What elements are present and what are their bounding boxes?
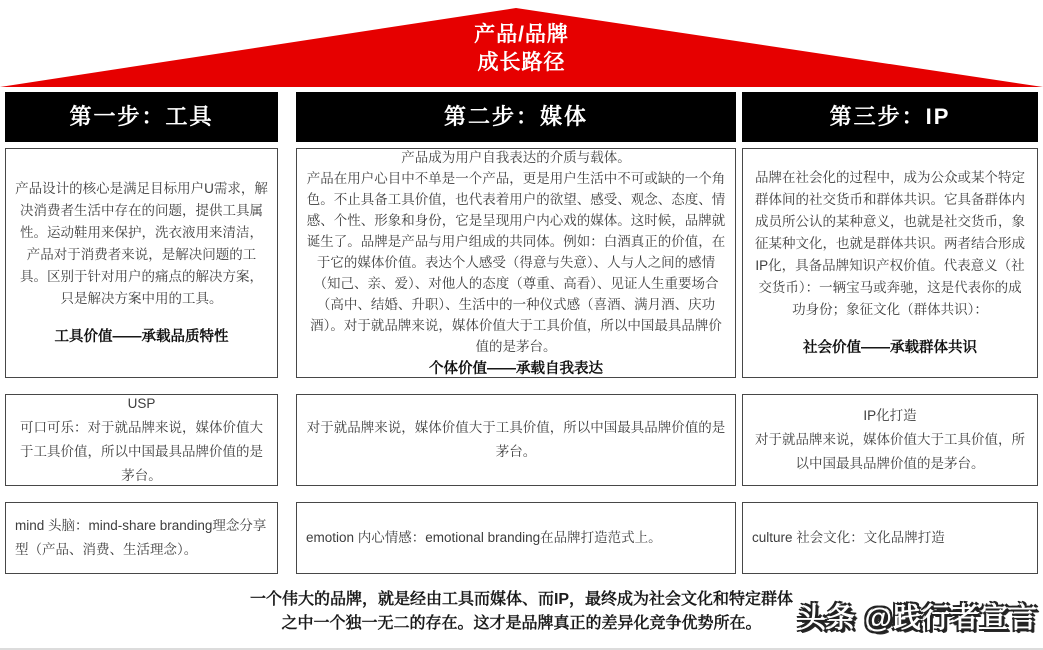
banner-title (0, 21, 1043, 77)
step1-branding-text: mind 头脑：mind-share branding理念分享型（产品、消费、生活理念）。 (15, 518, 267, 557)
step3-branding-text: culture 社会文化：文化品牌打造 (752, 530, 945, 545)
step2-description-box (296, 148, 736, 378)
step2-header: 第二步：媒体 (296, 92, 736, 142)
step3-example-title: IP化打造 (863, 408, 917, 423)
summary-line2: 之中一个独一无二的存在。这才是品牌真正的差异化竞争优势所在。 (281, 615, 762, 632)
step3-example-box (742, 394, 1038, 486)
column-step2-media (296, 92, 736, 576)
step2-body-text: 产品在用户心目中不单是一个产品，更是用户生活中不可或缺的一个角色。不止具备工具价值，也代表着用户的欲望、感受、观念、态度、情感、个性、形象和身份，它是呈现用户内心戏的媒体。这时候，品牌就诞生了。品牌是产品与用户组成的共同体。例如：白酒真正的价值，在于它的媒体价值。表达个人感受（得意与失意）、人与人之间的感情（知己、亲、爱）、对他人的态度（尊重、高看）、见证人生重要场合（高中、结婚、升职）、生活中的一种仪式感（喜酒、满月酒、庆功酒）。对于就品牌来说，媒体价值大于工具价值，所以中国最具品牌价值的是茅台。 (306, 170, 726, 354)
step3-header: 第三步：IP (742, 92, 1038, 142)
step1-example-box (5, 394, 278, 486)
step3-example-text: 对于就品牌来说，媒体价值大于工具价值，所以中国最具品牌价值的是茅台。 (755, 432, 1025, 471)
step1-example-text: 可口可乐：对于就品牌来说，媒体价值大于工具价值，所以中国最具品牌价值的是茅台。 (20, 420, 263, 483)
summary-line1: 一个伟大的品牌，就是经由工具而媒体、而IP，最终成为社会文化和特定群体 (249, 591, 794, 608)
column-step1-tool (5, 92, 278, 576)
step2-example-box (296, 394, 736, 486)
step1-body-text: 产品设计的核心是满足目标用户U需求，解决消费者生活中存在的问题，提供工具属性。运动鞋用来保护，洗衣液用来清洁，产品对于消费者来说，是解决问题的工具。区别于针对用户的痛点的解决方案，只是解决方案中用的工具。 (15, 181, 268, 306)
step1-description-box (5, 148, 278, 378)
step1-branding-box (5, 502, 278, 574)
step1-example-title: USP (127, 396, 156, 411)
step3-highlight-text: 社会价值——承载群体共识 (803, 340, 977, 356)
watermark-text: 头条 @践行者宣言 (797, 602, 1038, 633)
step3-branding-box (742, 502, 1038, 574)
step2-branding-box (296, 502, 736, 574)
banner-title-line2: 成长路径 (477, 51, 566, 74)
step1-highlight-text: 工具价值——承载品质特性 (54, 329, 229, 345)
step2-highlight-text: 个体价值——承载自我表达 (429, 360, 603, 377)
column-step3-ip (742, 92, 1038, 576)
banner-title-line1: 产品/品牌 (474, 23, 569, 46)
step3-description-box (742, 148, 1038, 378)
step1-header: 第一步：工具 (5, 92, 278, 142)
step2-branding-text: emotion 内心情感：emotional branding在品牌打造范式上。 (306, 530, 662, 545)
step3-body-text: 品牌在社会化的过程中，成为公众或某个特定群体间的社交货币和群体共识。它具备群体内成员所公认的某种意义，也就是社交货币，象征某种文化，也就是群体共识。两者结合形成IP化，具备品牌知识产权价值。代表意义（社交货币）：一辆宝马或奔驰，这是代表你的成功身份；象征文化（群体共识）： (755, 170, 1025, 317)
step2-example-text: 对于就品牌来说，媒体价值大于工具价值，所以中国最具品牌价值的是茅台。 (306, 420, 726, 459)
step2-intro-text: 产品成为用户自我表达的介质与载体。 (401, 149, 631, 165)
